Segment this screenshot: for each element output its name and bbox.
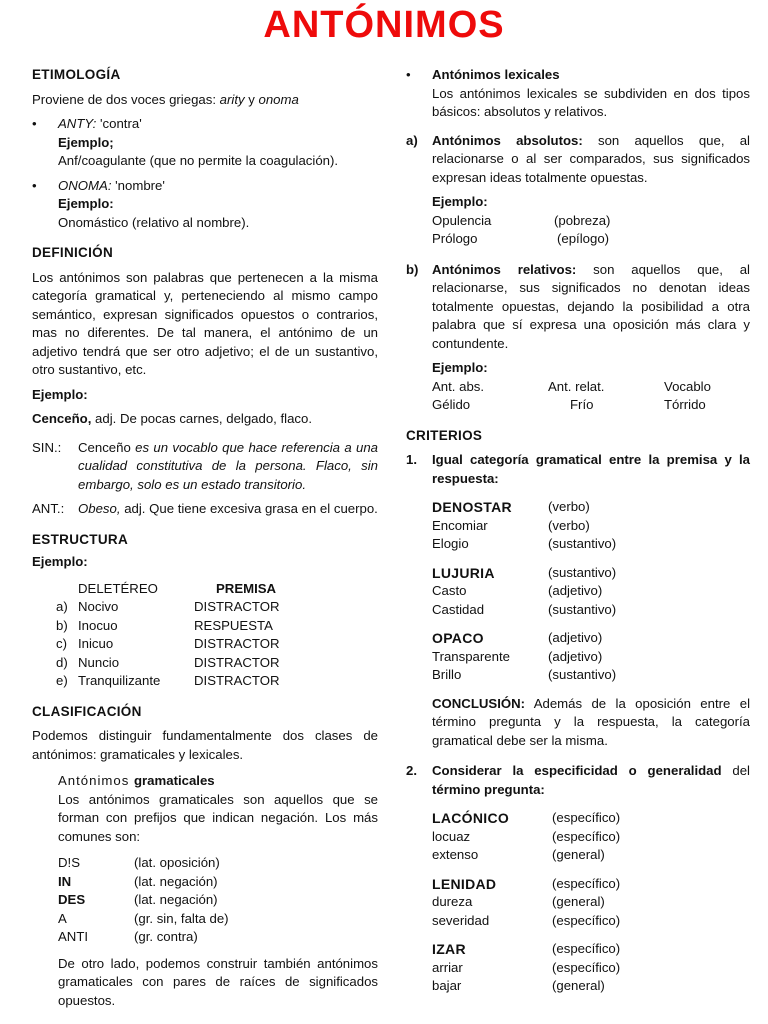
definicion-example-label: Ejemplo: (32, 386, 88, 402)
option-letter: e) (56, 673, 68, 688)
premise-word: DENOSTAR (432, 499, 512, 515)
option-word: arriar (432, 959, 463, 975)
word-category: (general) (552, 978, 605, 993)
option-word: Brillo (432, 667, 462, 682)
criterio-1 (406, 451, 750, 488)
prefix-row (58, 873, 378, 892)
option-word: Encomiar (432, 517, 488, 533)
absolutos-text (432, 132, 750, 188)
example-label: Ejemplo: (58, 196, 114, 211)
example-label: Ejemplo: (432, 360, 488, 375)
option-letter: a) (56, 599, 68, 614)
option-word: Inicuo (78, 636, 114, 651)
etimologia-gloss: 'nombre' (111, 177, 165, 193)
conclusion-label: CONCLUSIÓN: (432, 695, 526, 711)
option-role: DISTRACTOR (194, 599, 280, 614)
absolutos-row (432, 230, 750, 249)
criterio-row (432, 875, 750, 894)
word-category: (adjetivo) (548, 648, 603, 664)
bullet-dot: • (406, 67, 411, 82)
criterio-row (432, 977, 750, 996)
cell: Tórrido (664, 397, 706, 412)
estructura-row (56, 598, 378, 617)
sin-text (78, 439, 378, 495)
criterio-row (432, 498, 750, 517)
option-word: dureza (432, 894, 473, 909)
word-category: (específico) (552, 828, 621, 844)
etimologia-heading: ETIMOLOGÍA (32, 67, 121, 82)
col-head: Vocablo (664, 378, 711, 394)
criterio-number: 1. (406, 452, 417, 467)
col-head: Ant. relat. (548, 378, 605, 394)
criterio-2 (406, 762, 750, 799)
subtitle-bold: gramaticales (133, 773, 215, 788)
criterio-row (432, 809, 750, 828)
word-category: (sustantivo) (548, 667, 617, 682)
criterio-2-a: Considerar la especificidad o generalidad (432, 763, 733, 778)
absolutos-example (406, 193, 750, 249)
option-word: severidad (432, 912, 490, 928)
absolutos-item (406, 132, 750, 188)
option-letter: b) (56, 617, 68, 633)
option-role: RESPUESTA (194, 617, 273, 633)
intro-word-onoma: onoma (258, 91, 299, 107)
estructura-row (56, 672, 378, 691)
example-word: Prólogo (432, 231, 478, 246)
word-category: (general) (552, 894, 605, 909)
right-column (406, 66, 750, 996)
estructura-row (56, 635, 378, 654)
etimologia-item-anty (32, 115, 378, 171)
conclusion (406, 695, 750, 751)
prefix-row (58, 928, 378, 947)
option-word: locuaz (432, 828, 471, 844)
word-category: (adjetivo) (548, 583, 603, 598)
gramaticales-block (32, 772, 378, 1010)
definicion-heading: DEFINICIÓN (32, 245, 114, 260)
prefix: ANTI (58, 929, 89, 944)
criterio-group (432, 564, 750, 620)
absolutos-title: Antónimos absolutos: (432, 132, 583, 148)
example-opposite: (pobreza) (554, 212, 611, 228)
criterio-row (432, 517, 750, 536)
criterio-group (432, 498, 750, 554)
item-letter: b) (406, 261, 419, 277)
criterio-group (432, 940, 750, 996)
word-category: (específico) (552, 959, 621, 975)
option-word: extenso (432, 847, 479, 862)
premise-word: IZAR (432, 941, 466, 957)
option-word: Elogio (432, 536, 469, 551)
word-category: (específico) (552, 912, 621, 928)
gramaticales-text: Los antónimos gramaticales son aquellos que se forman con prefijos que indican negación. Los más comunes son: (58, 791, 378, 844)
cell: Gélido (432, 397, 471, 412)
prefix: IN (58, 873, 72, 889)
word-category: (específico) (552, 941, 621, 956)
criterio-2-text (432, 762, 750, 799)
clasificacion-heading: CLASIFICACIÓN (32, 703, 142, 719)
criterio-row (432, 893, 750, 912)
prefix-row (58, 910, 378, 929)
premise-word: LUJURIA (432, 564, 495, 581)
etimologia-term: ANTY: (58, 116, 97, 131)
criterio-group (432, 809, 750, 865)
example-opposite: (epílogo) (557, 231, 610, 246)
prefix: DES (58, 892, 86, 907)
head-word: DELETÉREO (78, 580, 158, 596)
criterio-row (432, 940, 750, 959)
option-word: bajar (432, 978, 462, 993)
criterio-row (432, 666, 750, 685)
item-letter: a) (406, 132, 418, 148)
sin-word: Cenceño (78, 439, 131, 455)
word-category: (específico) (552, 875, 621, 891)
example-word: Opulencia (432, 212, 492, 228)
option-word: Casto (432, 583, 467, 598)
option-role: DISTRACTOR (194, 673, 280, 688)
absolutos-row (432, 212, 750, 231)
etimologia-term: ONOMA: (58, 177, 112, 193)
word-category: (sustantivo) (548, 564, 617, 580)
estructura-table (32, 580, 378, 691)
criterio-row (432, 648, 750, 667)
criterio-row (432, 912, 750, 931)
subtitle-pre: Antónimos (58, 773, 134, 788)
word-category: (general) (552, 847, 605, 862)
option-letter: c) (56, 636, 67, 651)
criterio-2-c: término pregunta: (432, 781, 545, 797)
prefix: D!S (58, 855, 80, 870)
head-role: PREMISA (216, 580, 277, 596)
relativos-head (432, 378, 750, 397)
relativos-text (432, 261, 750, 354)
option-word: Nuncio (78, 654, 120, 670)
word-category: (sustantivo) (548, 536, 617, 551)
criterio-row (432, 959, 750, 978)
relativos-title: Antónimos relativos: (432, 261, 577, 277)
prefix-meaning: (lat. negación) (134, 892, 218, 907)
premise-word: OPACO (432, 630, 484, 646)
definicion-text: Los antónimos son palabras que pertenecen a la misma categoría gramatical y, perteneciendo al mismo campo semántico, expresan significados opuestos o contrarios, mas no diferentes. De tal manera, el antónimo de un adjetivo tendrá que ser otro adjetivo; el de un sustantivo, otro sustantivo, etc. (32, 269, 378, 377)
example-word: Cenceño, (32, 411, 92, 426)
criterio-row (432, 828, 750, 847)
definicion-example (32, 410, 378, 429)
estructura-heading: ESTRUCTURA (32, 531, 128, 547)
option-role: DISTRACTOR (194, 654, 280, 670)
estructura-head (78, 580, 378, 599)
estructura-row (56, 654, 378, 673)
criterio-row (432, 601, 750, 620)
criterio-group (432, 629, 750, 685)
page-title: ANTÓNIMOS (263, 4, 505, 46)
prefix-meaning: (lat. negación) (134, 873, 218, 889)
bullet-dot: • (32, 116, 37, 131)
sin-key: SIN.: (32, 439, 62, 455)
option-word: Transparente (432, 648, 510, 664)
sin-explanation: es un vocablo que hace referencia a una cualidad constitutiva de la persona. Flaco, sin embargo, solo es un estado transitorio. (78, 439, 378, 492)
prefix-meaning: (lat. oposición) (134, 855, 220, 870)
example-text: Onomástico (relativo al nombre). (58, 214, 250, 230)
word-category: (adjetivo) (548, 630, 603, 645)
example-label: Ejemplo; (58, 134, 114, 150)
word-category: (sustantivo) (548, 601, 617, 617)
word-category: (verbo) (548, 499, 590, 514)
etimologia-item-onoma (32, 177, 378, 233)
ant-key: ANT.: (32, 501, 65, 516)
conclusion-text: Además de la oposición entre el término pregunta y la respuesta, la categoría gramatical debe ser la misma. (432, 695, 750, 748)
relativos-row (432, 396, 750, 415)
left-column (32, 66, 378, 1010)
gramaticales-title (58, 772, 378, 791)
premise-word: LACÓNICO (432, 810, 510, 826)
criterio-2-b: del (732, 763, 750, 778)
prefix-row (58, 854, 378, 873)
prefix: A (58, 910, 67, 926)
option-letter: d) (56, 654, 68, 670)
criterio-number: 2. (406, 763, 417, 778)
word-category: (verbo) (548, 517, 590, 533)
word-category: (específico) (552, 810, 621, 825)
sin-note (32, 439, 378, 495)
ant-word: Obeso, (78, 501, 121, 516)
option-word: Castidad (432, 601, 485, 617)
criterio-row (432, 629, 750, 648)
criterio-row (432, 846, 750, 865)
lexicales-section (406, 66, 750, 122)
prefix-meaning: (gr. sin, falta de) (134, 910, 229, 926)
bullet-dot: • (32, 177, 37, 193)
example-text: Anf/coagulante (que no permite la coagulación). (58, 153, 339, 168)
criterio-row (432, 535, 750, 554)
prefix-meaning: (gr. contra) (134, 929, 198, 944)
relativos-example (406, 359, 750, 415)
ant-note (32, 500, 378, 519)
etimologia-intro (32, 91, 378, 110)
clasificacion-text: Podemos distinguir fundamentalmente dos clases de antónimos: gramaticales y lexicales. (32, 728, 378, 762)
estructura-example-label: Ejemplo: (32, 554, 88, 569)
relativos-def: son aquellos que, al relacionarse, sus significados no denotan ideas totalmente opuestas, dejando la posibilidad a otra palabra que sí expresa una oposición más clara y contundente. (432, 261, 750, 351)
lexicales-text: Los antónimos lexicales se subdividen en dos tipos básicos: absolutos y relativos. (432, 85, 750, 119)
option-role: DISTRACTOR (194, 636, 280, 651)
option-word: Nocivo (78, 599, 119, 614)
criterio-group (432, 875, 750, 931)
ant-explanation: adj. Que tiene excesiva grasa en el cuerpo. (120, 501, 378, 516)
ant-text (78, 500, 378, 519)
criterio-row (432, 582, 750, 601)
option-word: Inocuo (78, 617, 118, 633)
lexicales-title: Antónimos lexicales (432, 67, 560, 82)
option-word: Tranquilizante (78, 673, 161, 688)
criterio-row (432, 564, 750, 583)
intro-word-arity: arity (219, 91, 245, 107)
example-label: Ejemplo: (432, 194, 488, 209)
absolutos-def: son aquellos que, al relacionarse o al ser comparados, sus significados expresan ideas totalmente opuestas. (432, 132, 750, 185)
relativos-item (406, 261, 750, 354)
col-head: Ant. abs. (432, 378, 485, 394)
cell: Frío (570, 397, 594, 412)
criterio-1-text: Igual categoría gramatical entre la premisa y la respuesta: (432, 452, 750, 486)
criterios-heading: CRITERIOS (406, 427, 483, 443)
example-def: adj. De pocas carnes, delgado, flaco. (91, 411, 313, 426)
prefix-row (58, 891, 378, 910)
premise-word: LENIDAD (432, 875, 497, 892)
intro-text: Proviene de dos voces griegas: (32, 91, 220, 107)
estructura-row (56, 617, 378, 636)
intro-text-and: y (244, 91, 259, 107)
gramaticales-closing: De otro lado, podemos construir también antónimos gramaticales con pares de raíces de significados opuestos. (58, 955, 378, 1008)
etimologia-gloss: 'contra' (96, 116, 142, 131)
